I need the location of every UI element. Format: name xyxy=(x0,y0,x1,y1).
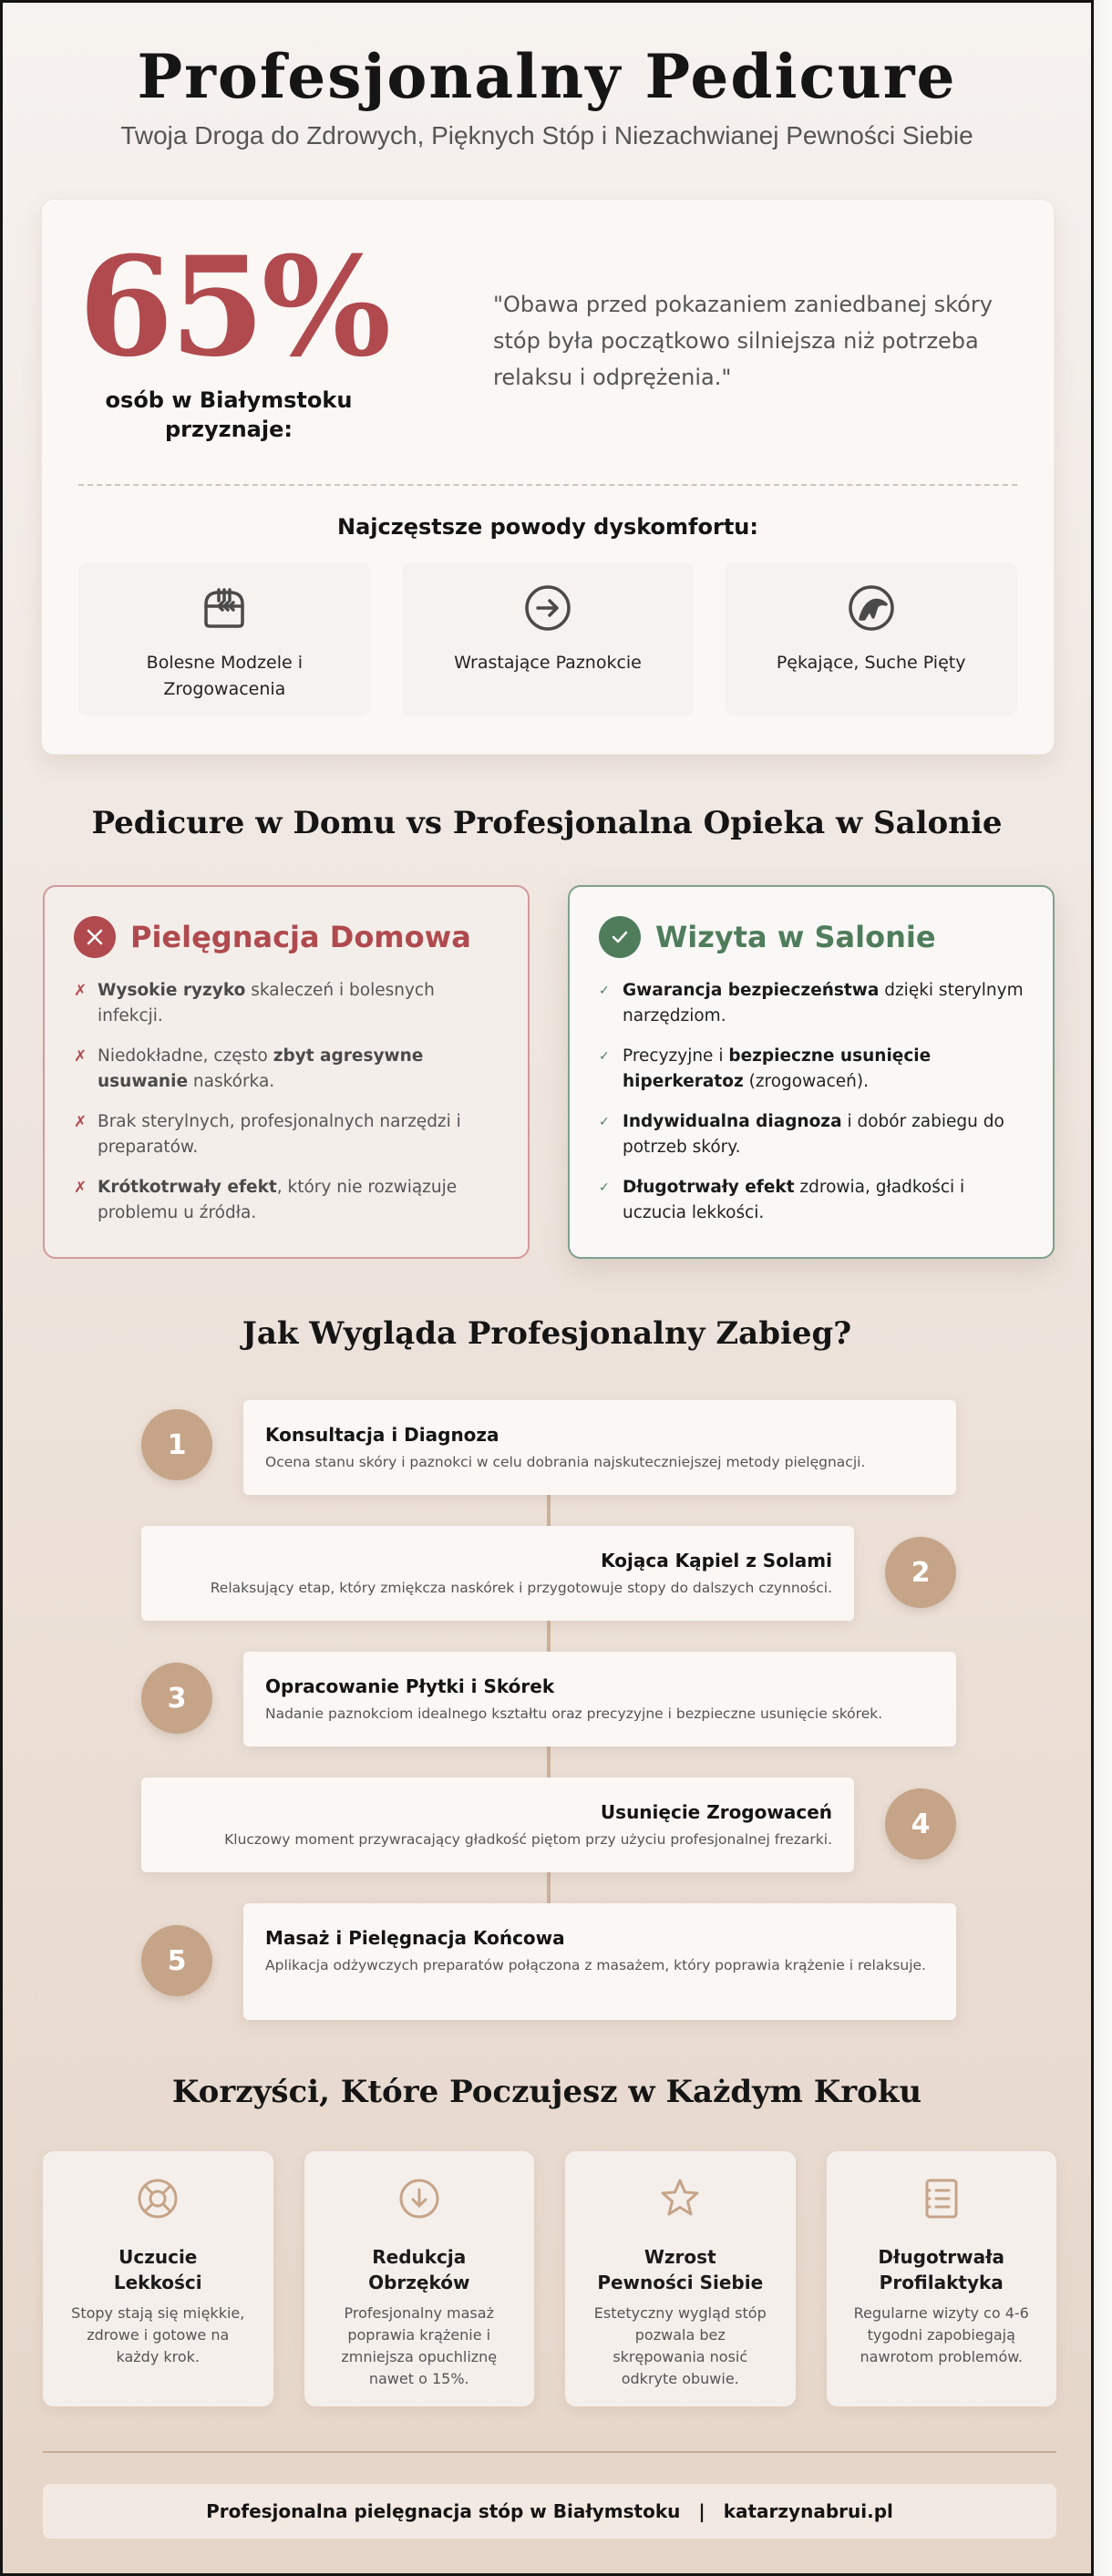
discomfort-list xyxy=(78,562,1017,716)
arrow-down-circle-icon xyxy=(397,2177,441,2221)
discomfort-label: Pękające, Suche Pięty xyxy=(776,653,966,673)
step-card xyxy=(243,1400,956,1495)
header xyxy=(3,3,1091,150)
step-description: Nadanie paznokciom idealnego kształtu oraz precyzyjne i bezpieczne usunięcie skórek. xyxy=(265,1705,883,1722)
discomfort-title: Najczęstsze powody dyskomfortu: xyxy=(337,514,758,540)
check-mark-icon: ✓ xyxy=(599,1049,610,1064)
page-gutter xyxy=(1094,0,1112,2576)
list-item: ✗ Niedokładne, często zbyt agresywne usuwanie naskórka. xyxy=(74,1044,499,1095)
benefit-title: Uczucie Lekkości xyxy=(113,2246,202,2293)
salon-visit-list xyxy=(599,978,1024,1226)
cross-mark-icon: ✗ xyxy=(74,1179,88,1197)
cross-mark-icon: ✗ xyxy=(74,982,88,1000)
page-title: Profesjonalny Pedicure xyxy=(137,41,957,112)
home-care-card xyxy=(43,885,530,1259)
step-number-badge: 3 xyxy=(141,1663,212,1734)
discomfort-item xyxy=(78,562,371,716)
step-description: Aplikacja odżywczych preparatów połączona z masażem, który poprawia krążenie i relaksuje. xyxy=(265,1957,926,1973)
cross-mark-icon: ✗ xyxy=(74,1047,88,1066)
step-title: Usunięcie Zrogowaceń xyxy=(600,1801,832,1823)
list-item: ✗ Krótkotrwały efekt, który nie rozwiązuje problemu u źródła. xyxy=(74,1175,499,1226)
benefit-title: Wzrost Pewności Siebie xyxy=(597,2246,764,2293)
stat-block xyxy=(78,227,388,444)
benefits-list xyxy=(43,2151,1056,2406)
list-item: ✗ Brak sterylnych, profesjonalnych narzędzi i preparatów. xyxy=(74,1109,499,1160)
list-item: ✗ Wysokie ryzyko skaleczeń i bolesnych infekcji. xyxy=(74,978,499,1029)
benefits-title: Korzyści, Które Poczujesz w Każdym Kroku xyxy=(171,2074,922,2110)
benefit-description: Stopy stają się miękkie, zdrowe i gotowe na każdy krok. xyxy=(71,2304,245,2365)
step-description: Kluczowy moment przywracający gładkość piętom przy użyciu profesjonalnej frezarki. xyxy=(224,1831,832,1848)
stat-caption: osób w Białymstoku przyznaje: xyxy=(105,387,353,442)
footer-text: Profesjonalna pielęgnacja stóp w Białymstoku xyxy=(206,2500,681,2522)
discomfort-item xyxy=(725,562,1017,716)
salon-visit-header xyxy=(599,916,1024,958)
step-card xyxy=(243,1652,956,1747)
benefit-card xyxy=(565,2151,796,2406)
benefit-description: Regularne wizyty co 4-6 tygodni zapobiegają nawrotom problemów. xyxy=(853,2304,1029,2365)
arrow-circle-icon xyxy=(522,582,573,634)
benefit-description: Profesjonalny masaż poprawia krążenie i zmniejsza opuchliznę nawet o 15%. xyxy=(341,2304,498,2387)
benefit-description: Estetyczny wygląd stóp pozwala bez skrępowania nosić odkryte obuwie. xyxy=(593,2304,767,2387)
benefit-card xyxy=(43,2151,273,2406)
notebook-icon xyxy=(920,2177,963,2221)
footer-website-link[interactable]: katarzynabrui.pl xyxy=(723,2500,893,2522)
step-number-badge: 5 xyxy=(141,1925,212,1996)
stat-value: 65% xyxy=(78,227,388,387)
benefit-title: Redukcja Obrzęków xyxy=(368,2246,470,2293)
step-title: Masaż i Pielęgnacja Końcowa xyxy=(265,1927,565,1949)
list-item: ✓ Precyzyjne i bezpieczne usunięcie hiperkeratoz (zrogowaceń). xyxy=(599,1044,1024,1095)
benefit-card xyxy=(304,2151,535,2406)
step-number-badge: 4 xyxy=(885,1788,956,1860)
cracked-heel-icon xyxy=(846,582,897,634)
step-card xyxy=(141,1777,854,1872)
discomfort-item xyxy=(402,562,695,716)
step-description: Relaksujący etap, który zmiękcza naskórek i przygotowuje stopy do dalszych czynności. xyxy=(210,1580,832,1596)
check-mark-icon: ✓ xyxy=(599,1115,610,1129)
step-number-badge: 1 xyxy=(141,1409,212,1480)
cross-mark-icon: ✗ xyxy=(74,1113,88,1131)
star-icon xyxy=(658,2177,702,2221)
step-title: Kojąca Kąpiel z Solami xyxy=(601,1550,832,1571)
footer-separator: | xyxy=(698,2500,705,2522)
close-icon xyxy=(74,916,116,958)
process-title: Jak Wygląda Profesjonalny Zabieg? xyxy=(242,1315,852,1352)
check-mark-icon: ✓ xyxy=(599,1180,610,1195)
stat-card xyxy=(41,199,1055,755)
footer-divider xyxy=(43,2451,1056,2453)
salon-visit-card xyxy=(568,885,1055,1259)
step-description: Ocena stanu skóry i paznokci w celu dobrania najskuteczniejszej metody pielęgnacji. xyxy=(265,1454,866,1470)
footer xyxy=(43,2484,1056,2539)
stat-quote: "Obawa przed pokazaniem zaniedbanej skóry stóp była początkowo silniejsza niż potrzeba relaksu i odprężenia." xyxy=(493,292,993,390)
step-card xyxy=(141,1526,854,1621)
comparison-title: Pedicure w Domu vs Profesjonalna Opieka w Salonie xyxy=(91,805,1003,841)
page-subtitle: Twoja Droga do Zdrowych, Pięknych Stóp i Niezachwianej Pewności Siebie xyxy=(120,121,973,149)
list-item: ✓ Indywidualna diagnoza i dobór zabiegu do potrzeb skóry. xyxy=(599,1109,1024,1160)
home-care-list xyxy=(74,978,499,1226)
step-title: Opracowanie Płytki i Skórek xyxy=(265,1675,555,1697)
list-item: ✓ Długotrwały efekt zdrowia, gładkości i uczucia lekkości. xyxy=(599,1175,1024,1226)
home-care-header xyxy=(74,916,499,958)
check-mark-icon: ✓ xyxy=(599,984,610,998)
step-number-badge: 2 xyxy=(885,1537,956,1608)
callus-icon xyxy=(199,582,250,634)
discomfort-label: Wrastające Paznokcie xyxy=(454,653,642,673)
step-card xyxy=(243,1903,956,2020)
step-title: Konsultacja i Diagnoza xyxy=(265,1424,499,1446)
discomfort-label: Bolesne Modzele i Zrogowacenia xyxy=(146,653,303,699)
benefit-title: Długotrwała Profilaktyka xyxy=(878,2246,1005,2293)
home-care-title: Pielęgnacja Domowa xyxy=(130,920,471,954)
list-item: ✓ Gwarancja bezpieczeństwa dzięki sterylnym narzędziom. xyxy=(599,978,1024,1029)
lifebuoy-icon xyxy=(136,2177,180,2221)
check-icon xyxy=(599,916,641,958)
benefit-card xyxy=(827,2151,1057,2406)
dashed-divider xyxy=(78,484,1017,486)
salon-visit-title: Wizyta w Salonie xyxy=(655,920,936,954)
